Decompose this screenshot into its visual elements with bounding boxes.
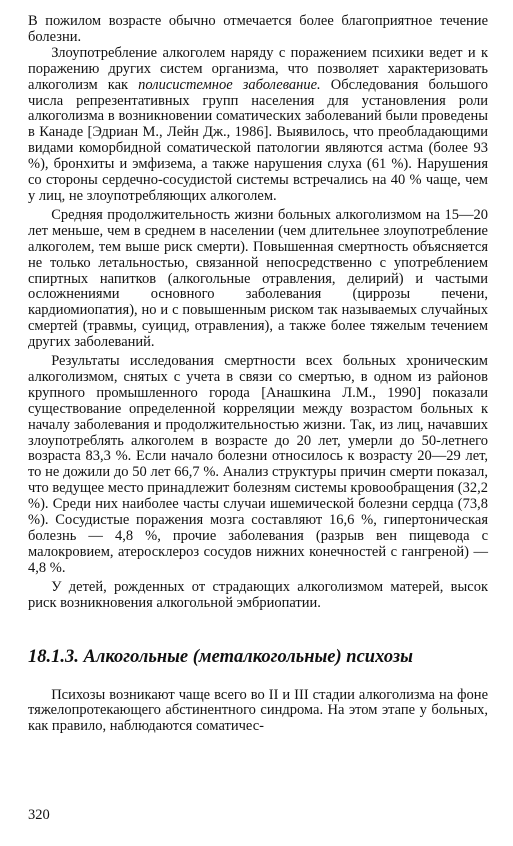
paragraph-mortality-study (28, 354, 488, 577)
book-page (28, 14, 488, 832)
paragraph-text: Злоупотребление алкоголем наряду с поражением психики ведет и к поражению других систем организма, что позволяет характеризовать алкоголизм как (28, 44, 488, 93)
paragraph-life-expectancy (28, 208, 488, 351)
paragraph-elderly-course (28, 14, 488, 46)
paragraph-text: У детей, рожденных от страдающих алкоголизмом матерей, высок риск возникновения алкогольной эмбриопатии. (28, 578, 488, 611)
paragraph-psychoses (28, 688, 488, 736)
paragraph-polysystemic-disease (28, 46, 488, 205)
paragraph-embryopathy (28, 580, 488, 612)
paragraph-text: Результаты исследования смертности всех больных хроническим алкоголизмом, снятых с учета в связи со смертью, в одном из районов крупного промышленного города [Анашкина Л.М., 1990] показали существование определенной корреляции между возрастом больных к началу заболевания и продолжительностью жизни. Так, из лиц, начавших злоупотреблять алкоголем в возрасте до 20 лет, умерли до 50-летнего возраста 83,3 %. Если начало болезни относилось к возрасту 20—29 лет, то не дожили до 50 лет 66,7 %. Анализ структуры причин смерти показал, что ведущее место принадлежит болезням системы кровообращения (32,2 %). Среди них наиболее часты случаи ишемической болезни сердца (73,8 %). Сосудистые поражения мозга составляют 16,6 %, гипертоническая болезнь — 4,8 %, прочие заболевания (разрыв вен пищевода с малокровием, атеросклероз сосудов нижних конечностей с гангреной) — 4,8 %. (28, 353, 488, 576)
paragraph-text: Обследования большого числа репрезентативных групп населения для установления роли алкоголизма в возникновении соматических заболеваний были проведены в Канаде [Эдриан М., Лейн Дж., 1986]. Выявилось, что преобладающими видами коморбидной соматической патологии являются астма (более 93 %), бронхиты и эмфизема, а также нарушения слуха (61 %). Нарушения со стороны сердечно-сосудистой системы встречались на 40 % чаще, чем у лиц, не злоупотребляющих алкоголем. (28, 76, 488, 204)
page-number: 320 (28, 807, 50, 823)
emphasized-term: полисистемное заболевание. (138, 76, 321, 93)
paragraph-text: Психозы возникают чаще всего во II и III стадии алкоголизма на фоне тяжелопротекающего абстинентного синдрома. На этом этапе у больных, как правило, наблюдаются соматичес- (28, 686, 488, 735)
paragraph-text: Средняя продолжительность жизни больных алкоголизмом на 15—20 лет меньше, чем в среднем в населении (чем длительнее злоупотребление алкоголем, тем выше риск смерти). Повышенная смертность объясняется не только летальностью, связанной непосредственно с употреблением спиртных напитков (алкогольные отравления, делирий) и частыми осложнениями основного заболевания (циррозы печени, кардиомиопатия), но и с повышенным риском так называемых случайных смертей (травмы, суицид, отравления), а также более тяжелым течением других заболеваний. (28, 206, 488, 351)
paragraph-text: В пожилом возрасте обычно отмечается более благоприятное течение болезни. (28, 13, 488, 45)
section-heading: 18.1.3. Алкогольные (металкогольные) психозы (28, 646, 413, 667)
